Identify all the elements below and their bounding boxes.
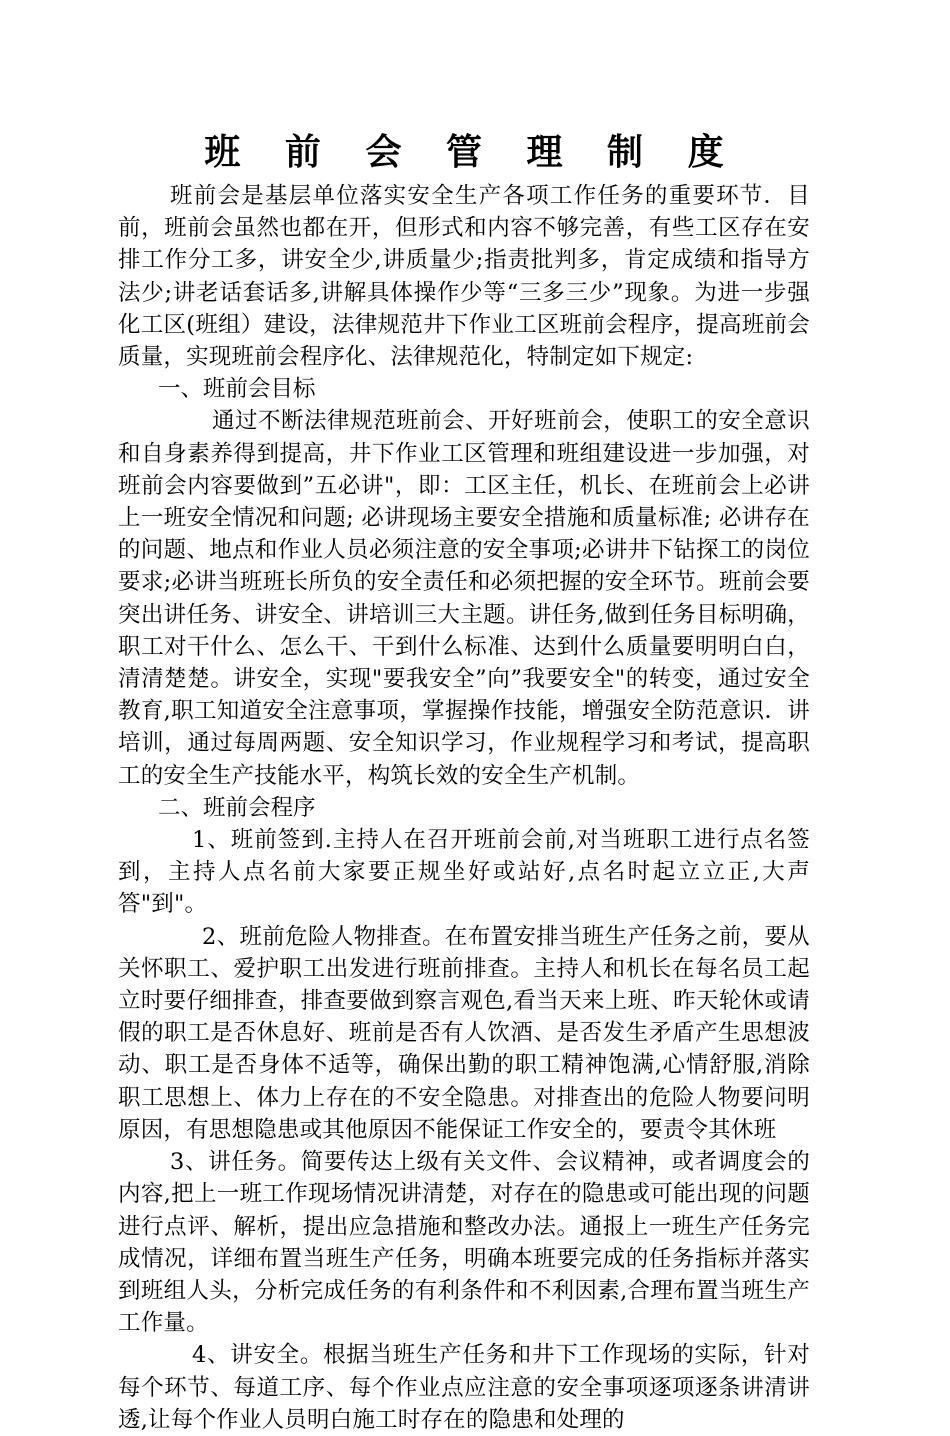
section-goals-paragraph: 通过不断法律规范班前会、开好班前会，使职工的安全意识和自身素养得到提高，井下作业工区管理和班组建设进一步加强，对班前会内容要做到”五必讲"，即：工区主任，机长、在班前会上必讲上一班安全情况和问题; 必讲现场主要安全措施和质量标准; 必讲存在的问题、地点和作业人员必须注意的安全事项;必讲井下钻探工的岗位要求;必讲当班班长所负的安全责任和必须把握的安全环节。班前会要突出讲任务、讲安全、讲培训三大主题。讲任务,做到任务目标明确，职工对干什么、怎么干、干到什么标准、达到什么质量要明明白白，清清楚楚。讲安全，实现"要我安全”向”我要安全"的转变，通过安全教育,职工知道安全注意事项，掌握操作技能，增强安全防范意识．讲培训，通过每周两题、安全知识学习，作业规程学习和考试，提高职工的安全生产技能水平，构筑长效的安全生产机制。: [118, 408, 810, 789]
procedure-item-risk-check: 2、班前危险人物排查。在布置安排当班生产任务之前，要从关怀职工、爱护职工出发进行班前排查。主持人和机长在每名员工起立时要仔细排查，排查要做到察言观色,看当天来上班、昨天轮休或请假的职工是否休息好、班前是否有人饮酒、是否发生矛盾产生思想波动、职工是否身体不适等，确保出勤的职工精神饱满,心情舒服,消除职工思想上、体力上存在的不安全隐患。对排查出的危险人物要问明原因，有思想隐患或其他原因不能保证工作安全的，要责令其休班: [118, 923, 810, 1143]
section-heading-procedure: 二、班前会程序: [158, 794, 316, 821]
procedure-item-tasks: 3、讲任务。简要传达上级有关文件、会议精神，或者调度会的内容,把上一班工作现场情况讲清楚，对存在的隐患或可能出现的问题进行点评、解析，提出应急措施和整改办法。通报上一班生产任务完成情况，详细布置当班生产任务，明确本班要完成的任务指标并落实到班组人头，分析完成任务的有利条件和不利因素,合理布置当班生产工作量。: [118, 1149, 810, 1337]
section-heading-goals: 一、班前会目标: [158, 376, 316, 403]
procedure-item-safety: 4、讲安全。根据当班生产任务和井下工作现场的实际，针对每个环节、每道工序、每个作业点应注意的安全事项逐项逐条讲清讲透,让每个作业人员明白施工时存在的隐患和处理的: [118, 1342, 810, 1433]
procedure-item-sign-in: 1、班前签到.主持人在召开班前会前,对当班职工进行点名签到，主持人点名前大家要正规坐好或站好,点名时起立立正,大声答"到"。: [118, 827, 810, 918]
intro-paragraph: 班前会是基层单位落实安全生产各项工作任务的重要环节．目前，班前会虽然也都在开，但形式和内容不够完善，有些工区存在安排工作分工多，讲安全少,讲质量少;指责批判多，肯定成绩和指导方法少;讲老话套话多,讲解具体操作少等“三多三少”现象。为进一步强化工区(班组）建设，法律规范井下作业工区班前会程序，提高班前会质量，实现班前会程序化、法律规范化，特制定如下规定:: [118, 183, 810, 371]
document-title: 班 前 会 管 理 制 度: [204, 131, 740, 173]
